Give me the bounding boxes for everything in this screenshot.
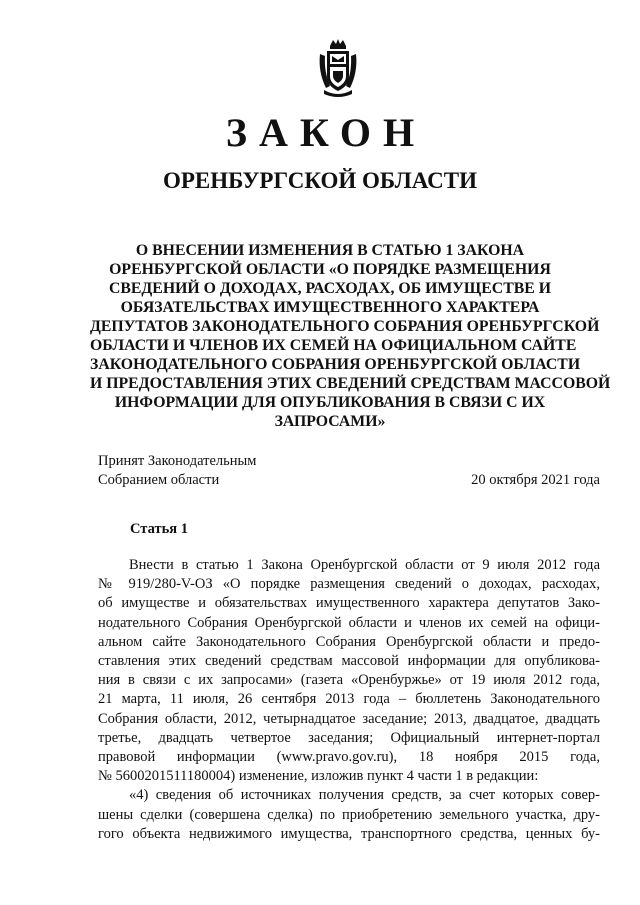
- body-line: ставления этих сведений средствам массовой информации для опубликова-: [98, 653, 600, 670]
- body-line: об имуществе и обязательствах имущественного характера депутатов Зако-: [98, 595, 600, 612]
- subject-line: ЗАКОНОДАТЕЛЬНОГО СОБРАНИЯ ОРЕНБУРГСКОЙ ОБЛАСТИ: [90, 356, 581, 373]
- subject-line: О ВНЕСЕНИИ ИЗМЕНЕНИЯ В СТАТЬЮ 1 ЗАКОНА: [135, 242, 525, 259]
- article-title: Статья 1: [130, 521, 188, 537]
- adoption-date: 20 октября 2021 года: [471, 472, 600, 488]
- law-title: ЗАКОН: [225, 110, 427, 155]
- subject-line: ОРЕНБУРГСКОЙ ОБЛАСТИ «О ПОРЯДКЕ РАЗМЕЩЕНИЯ: [109, 261, 551, 278]
- body-line: нодательного Собрания Оренбургской области и членов их семей на офици-: [98, 614, 600, 631]
- body-line: альном сайте Законодательного Собрания Оренбургской области и предо-: [98, 633, 600, 650]
- subject-line: ДЕПУТАТОВ ЗАКОНОДАТЕЛЬНОГО СОБРАНИЯ ОРЕНБУРГСКОЙ: [90, 318, 600, 335]
- subject-line: И ПРЕДОСТАВЛЕНИЯ ЭТИХ СВЕДЕНИЙ СРЕДСТВАМ МАССОВОЙ: [90, 375, 611, 392]
- subject-line: ИНФОРМАЦИИ ДЛЯ ОПУБЛИКОВАНИЯ В СВЯЗИ С ИХ: [114, 394, 546, 411]
- subject-line: ОБЯЗАТЕЛЬСТВАХ ИМУЩЕСТВЕННОГО ХАРАКТЕРА: [120, 299, 540, 316]
- law-subject: [90, 241, 611, 431]
- body-line: Собрания области, 2012, четырнадцатое заседание; 2013, двадцатое, двадцать: [98, 710, 600, 727]
- body-line: правовой информации (www.pravo.gov.ru), 18 ноября 2015 года,: [98, 749, 600, 766]
- article-body: [98, 556, 600, 844]
- region-title: ОРЕНБУРГСКОЙ ОБЛАСТИ: [162, 168, 478, 193]
- body-line: ния в связи с их запросами» (газета «Оренбуржье» от 19 июля 2012 года,: [98, 672, 600, 689]
- subject-line: ОБЛАСТИ И ЧЛЕНОВ ИХ СЕМЕЙ НА ОФИЦИАЛЬНОМ САЙТЕ: [90, 337, 577, 354]
- adoption-line: Собранием области: [98, 472, 220, 488]
- body-line: шены сделки (совершена сделка) по приобретению земельного участка, дру-: [98, 806, 600, 823]
- adoption-note: [98, 452, 256, 490]
- coat-of-arms-icon: [316, 38, 360, 98]
- subject-line: СВЕДЕНИЙ О ДОХОДАХ, РАСХОДАХ, ОБ ИМУЩЕСТВЕ И: [108, 280, 552, 297]
- body-line: 21 марта, 11 июля, 26 сентября 2013 года – бюллетень Законодательного: [98, 691, 600, 708]
- body-line: № 5600201511180004) изменение, изложив пункт 4 части 1 в редакции:: [98, 768, 539, 785]
- body-line: Внести в статью 1 Закона Оренбургской области от 9 июля 2012 года: [129, 557, 600, 573]
- body-line: гого объекта недвижимого имущества, транспортного средства, ценных бу-: [98, 825, 600, 842]
- body-line: № 919/280-V-ОЗ «О порядке размещения сведений о доходах, расходах,: [98, 576, 600, 593]
- adoption-line: Принят Законодательным: [98, 453, 257, 469]
- subject-line: ЗАПРОСАМИ»: [274, 413, 386, 430]
- body-line: «4) сведения об источниках получения средств, за счет которых совер-: [129, 787, 600, 804]
- body-line: третье, двадцать четвертое заседания; Официальный интернет-портал: [98, 729, 600, 746]
